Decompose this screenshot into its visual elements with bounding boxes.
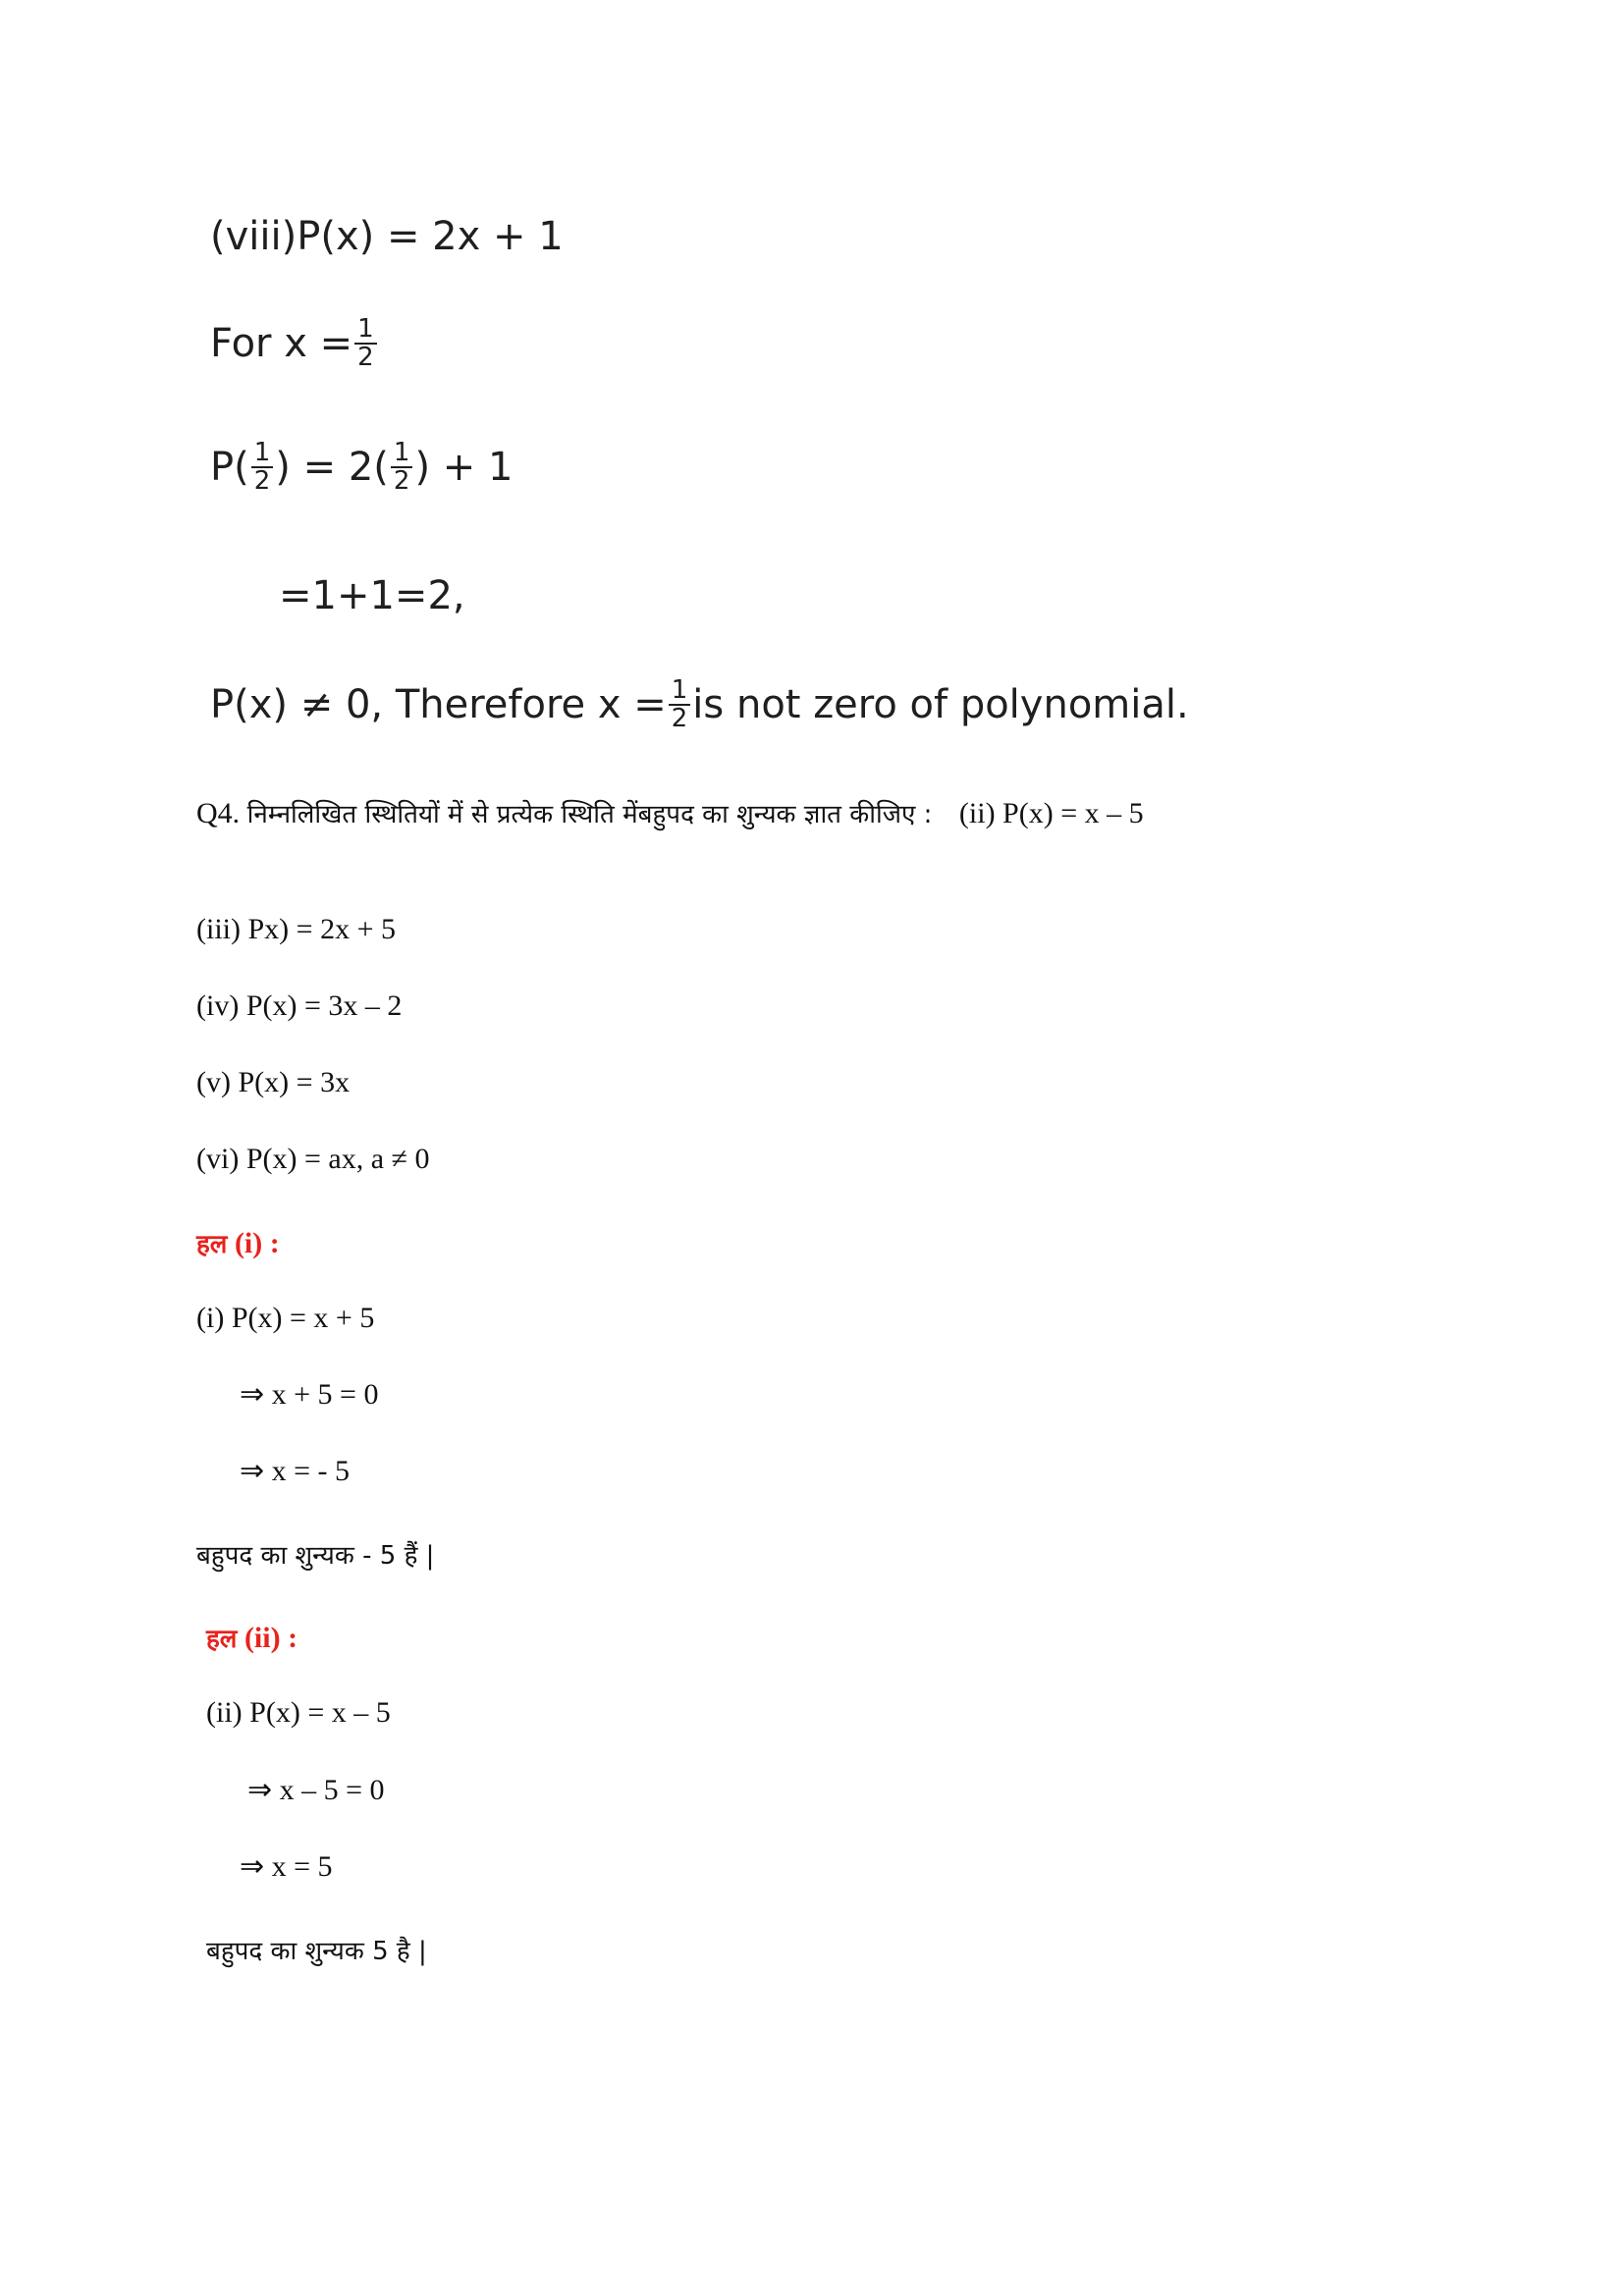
question-label: Q4.	[196, 797, 241, 829]
conclusion-prefix: P(x) ≠ 0, Therefore x =	[210, 682, 667, 728]
question-part-vi: (vi) P(x) = ax, a ≠ 0	[196, 1143, 430, 1175]
solution-i-step-2: ⇒ x + 5 = 0	[240, 1378, 379, 1411]
solution-i-heading	[196, 1225, 280, 1260]
for-x-line	[210, 316, 379, 372]
question-line	[196, 795, 1144, 830]
result-text: =1+1=2,	[279, 573, 465, 618]
solution-i-step-1: (i) P(x) = x + 5	[196, 1302, 375, 1334]
question-part-v: (v) P(x) = 3x	[196, 1066, 351, 1098]
fraction-half: $\frac{1}{2}$	[669, 677, 691, 733]
solution-ii-part: (ii) :	[243, 1622, 298, 1654]
for-x-prefix: For x =	[210, 321, 353, 367]
eval-tail: ) + 1	[414, 445, 514, 491]
solution-ii-heading	[206, 1620, 298, 1655]
solution-ii-answer: बहुपद का शुन्यक 5 है |	[206, 1937, 427, 1966]
solution-ii-word: हल	[206, 1625, 238, 1654]
fraction-half: $\frac{1}{2}$	[391, 440, 413, 496]
result-line	[279, 573, 465, 618]
fraction-half: $\frac{1}{2}$	[251, 440, 274, 496]
conclusion-suffix: is not zero of polynomial.	[692, 682, 1189, 728]
viii-heading-text: (viii)P(x) = 2x + 1	[210, 214, 564, 259]
eval-p-open: P(	[210, 445, 249, 491]
solution-i-step-3: ⇒ x = - 5	[240, 1455, 351, 1487]
eval-mid: ) = 2(	[275, 445, 389, 491]
viii-heading	[210, 214, 564, 259]
solution-ii-step-2: ⇒ x – 5 = 0	[247, 1774, 385, 1806]
question-part-iii: (iii) Px) = 2x + 5	[196, 913, 396, 945]
solution-ii-step-3: ⇒ x = 5	[240, 1850, 333, 1883]
conclusion-line	[210, 677, 1189, 733]
question-text: निम्नलिखित स्थितियों में से प्रत्येक स्थिति मेंबहुपद का शुन्यक ज्ञात कीजिए :	[246, 800, 933, 829]
fraction-half: $\frac{1}{2}$	[354, 316, 377, 372]
evaluation-line	[210, 440, 513, 496]
solution-ii-step-1: (ii) P(x) = x – 5	[206, 1696, 391, 1729]
solution-i-part: (i) :	[234, 1227, 280, 1259]
question-part-ii: (ii) P(x) = x – 5	[958, 797, 1144, 829]
solution-i-answer: बहुपद का शुन्यक - 5 हैं |	[196, 1541, 435, 1571]
solution-i-word: हल	[196, 1230, 228, 1259]
question-part-iv: (iv) P(x) = 3x – 2	[196, 989, 403, 1022]
